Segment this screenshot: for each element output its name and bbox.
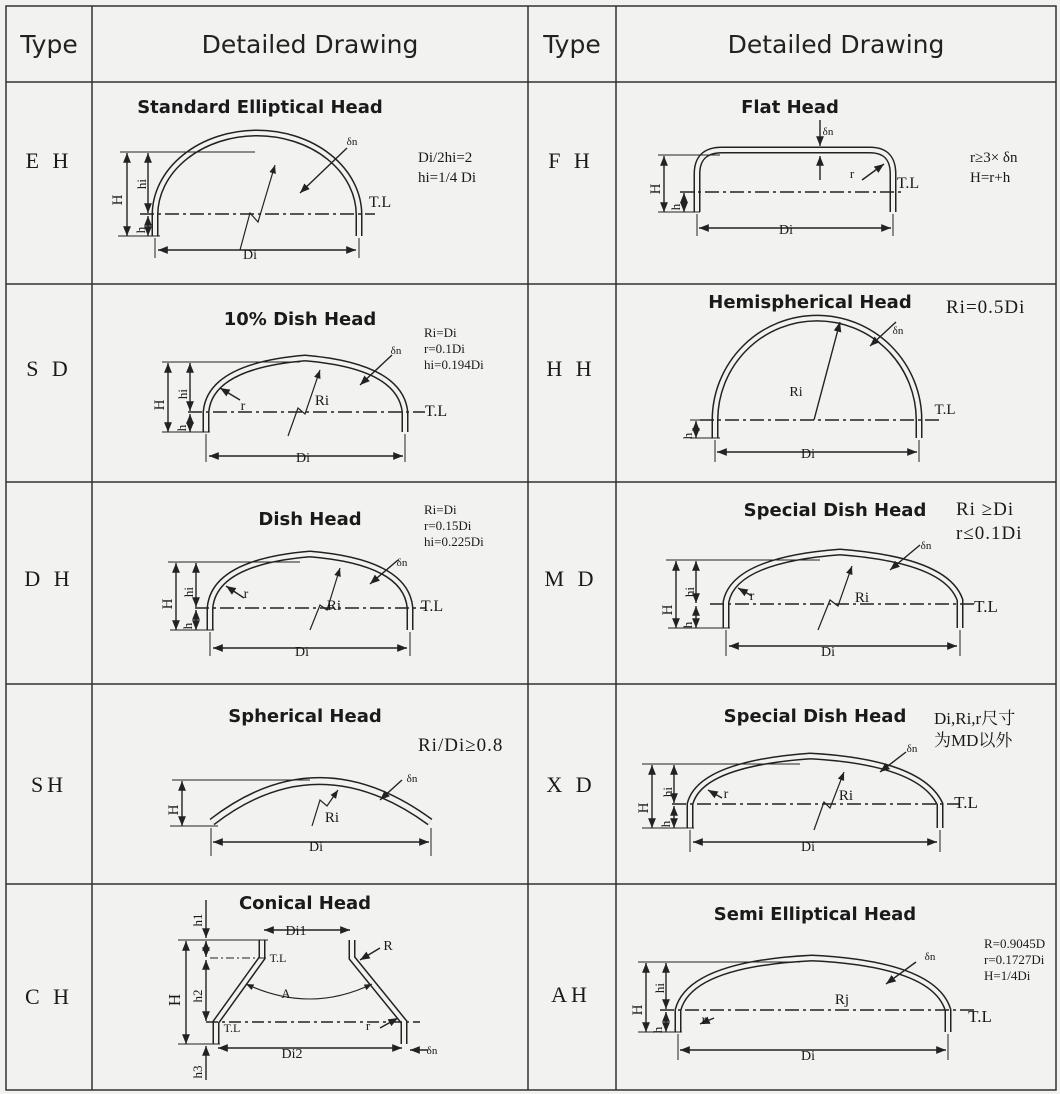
type-code-dh: D H xyxy=(24,566,74,591)
formula-hh: Ri=0.5Di xyxy=(946,297,1026,318)
label-tl: T.L xyxy=(420,598,444,615)
label-di: Di xyxy=(296,451,310,466)
type-code-eh: E H xyxy=(25,148,73,173)
label-di: Di xyxy=(821,645,835,660)
label-h: H xyxy=(165,993,184,1007)
label-h: h xyxy=(174,424,189,432)
label-di: Di xyxy=(801,447,815,462)
label-rj: Rj xyxy=(834,992,850,1008)
label-tl: T.L xyxy=(934,402,956,418)
label-delta: δn xyxy=(822,126,834,138)
header-type-right: Type xyxy=(543,30,601,59)
label-h: h xyxy=(133,226,148,234)
label-h: H xyxy=(636,802,652,814)
drawing-sd xyxy=(162,355,425,462)
label-delta: δn xyxy=(396,557,408,569)
label-hi: hi xyxy=(652,982,667,994)
title-sd: 10% Dish Head xyxy=(223,309,377,330)
label-r: r xyxy=(749,589,755,604)
label-delta: δn xyxy=(406,773,418,785)
label-di: Di xyxy=(243,248,257,263)
label-tl: T.L xyxy=(368,194,392,211)
header-drawing-left: Detailed Drawing xyxy=(201,30,419,59)
label-h1: h1 xyxy=(190,913,205,927)
label-r: r xyxy=(723,787,729,802)
label-ri: Ri xyxy=(326,598,342,614)
label-delta: δn xyxy=(390,345,402,357)
label-h: H xyxy=(166,804,182,816)
label-r: r xyxy=(701,1013,707,1028)
type-code-sh: SH xyxy=(30,772,68,797)
label-h: H xyxy=(630,1004,646,1016)
label-ri: Ri xyxy=(838,788,854,804)
label-ri: Ri xyxy=(314,393,330,409)
drawing-ah xyxy=(638,958,975,1060)
label-di1: Di1 xyxy=(285,924,307,939)
title-dh: Dish Head xyxy=(258,509,362,530)
type-code-md: M D xyxy=(544,566,598,591)
label-delta: δn xyxy=(426,1045,438,1057)
drawing-eh xyxy=(118,133,375,258)
title-ah: Semi Elliptical Head xyxy=(713,904,917,925)
title-sh: Spherical Head xyxy=(228,706,382,727)
label-ri: Ri xyxy=(854,590,870,606)
type-code-fh: F H xyxy=(548,148,594,173)
header-type-left: Type xyxy=(20,30,78,59)
label-h: H xyxy=(648,183,664,195)
formula-fh: r≥3× δn H=r+h xyxy=(970,150,1018,186)
formula-sh: Ri/Di≥0.8 xyxy=(418,735,504,756)
title-ch: Conical Head xyxy=(238,893,372,914)
formula-dh: Ri=Di r=0.15Di hi=0.225Di xyxy=(424,502,484,549)
label-tl: T.L xyxy=(223,1021,241,1035)
label-hi: hi xyxy=(134,178,149,190)
label-delta: δn xyxy=(892,325,904,337)
type-code-xd: X D xyxy=(546,772,596,797)
label-r: R xyxy=(383,939,393,954)
label-hi: hi xyxy=(660,786,675,798)
title-fh: Flat Head xyxy=(741,97,839,118)
label-delta: δn xyxy=(920,540,932,552)
label-ri: Ri xyxy=(789,385,803,400)
formula-eh: Di/2hi=2 hi=1/4 Di xyxy=(418,150,477,186)
drawing-fh xyxy=(658,120,905,236)
label-delta: δn xyxy=(924,951,936,963)
label-di: Di xyxy=(779,223,793,238)
label-tl: T.L xyxy=(954,793,978,812)
drawing-dh xyxy=(168,554,425,656)
title-eh: Standard Elliptical Head xyxy=(137,97,383,118)
label-di: Di xyxy=(801,1049,815,1064)
label-r: r xyxy=(849,166,855,181)
title-xd: Special Dish Head xyxy=(723,706,907,727)
formula-ah: R=0.9045D r=0.1727Di H=1/4Di xyxy=(984,936,1046,983)
label-r: r xyxy=(365,1018,371,1033)
label-h: h xyxy=(180,622,195,630)
drawing-md xyxy=(666,545,975,656)
label-h: H xyxy=(110,194,126,206)
label-ri: Ri xyxy=(324,810,340,826)
label-tl: T.L xyxy=(974,597,998,616)
label-di2: Di2 xyxy=(281,1047,303,1062)
label-a: A xyxy=(281,986,291,1001)
label-hi: hi xyxy=(181,586,196,598)
label-h: H xyxy=(660,604,676,616)
label-h: h xyxy=(680,621,695,629)
label-delta: δn xyxy=(906,743,918,755)
label-di: Di xyxy=(309,840,323,855)
label-tl: T.L xyxy=(896,175,920,192)
label-di: Di xyxy=(295,645,309,660)
formula-md: Ri ≥Di r≤0.1Di xyxy=(956,499,1023,544)
label-di: Di xyxy=(801,840,815,855)
formula-sd: Ri=Di r=0.1Di hi=0.194Di xyxy=(424,325,484,372)
label-tl: T.L xyxy=(269,951,287,965)
label-tl: T.L xyxy=(424,403,448,420)
drawing-sh xyxy=(170,780,431,856)
label-tl: T.L xyxy=(968,1007,992,1026)
drawing-xd xyxy=(642,752,960,852)
label-h: h xyxy=(650,1026,665,1034)
label-hi: hi xyxy=(175,388,190,400)
label-r: r xyxy=(243,587,249,602)
type-code-hh: H H xyxy=(546,356,596,381)
title-hh: Hemispherical Head xyxy=(708,292,912,313)
formula-xd: Di,Ri,r尺寸 为MD以外 xyxy=(934,709,1016,750)
label-hi: hi xyxy=(682,586,697,598)
label-h: h xyxy=(668,203,683,211)
label-h: H xyxy=(160,598,176,610)
type-code-sd: S D xyxy=(26,356,72,381)
label-h3: h3 xyxy=(190,1065,205,1079)
type-code-ch: C H xyxy=(24,984,74,1009)
drawing-hh xyxy=(690,318,940,462)
label-h2: h2 xyxy=(190,989,205,1003)
label-h: H xyxy=(152,399,168,411)
label-h: h xyxy=(680,432,695,440)
header-drawing-right: Detailed Drawing xyxy=(727,30,945,59)
label-h: h xyxy=(658,820,673,828)
title-md: Special Dish Head xyxy=(743,500,927,521)
type-code-ah: AH xyxy=(551,982,591,1007)
label-delta: δn xyxy=(346,136,358,148)
label-r: r xyxy=(240,399,246,414)
